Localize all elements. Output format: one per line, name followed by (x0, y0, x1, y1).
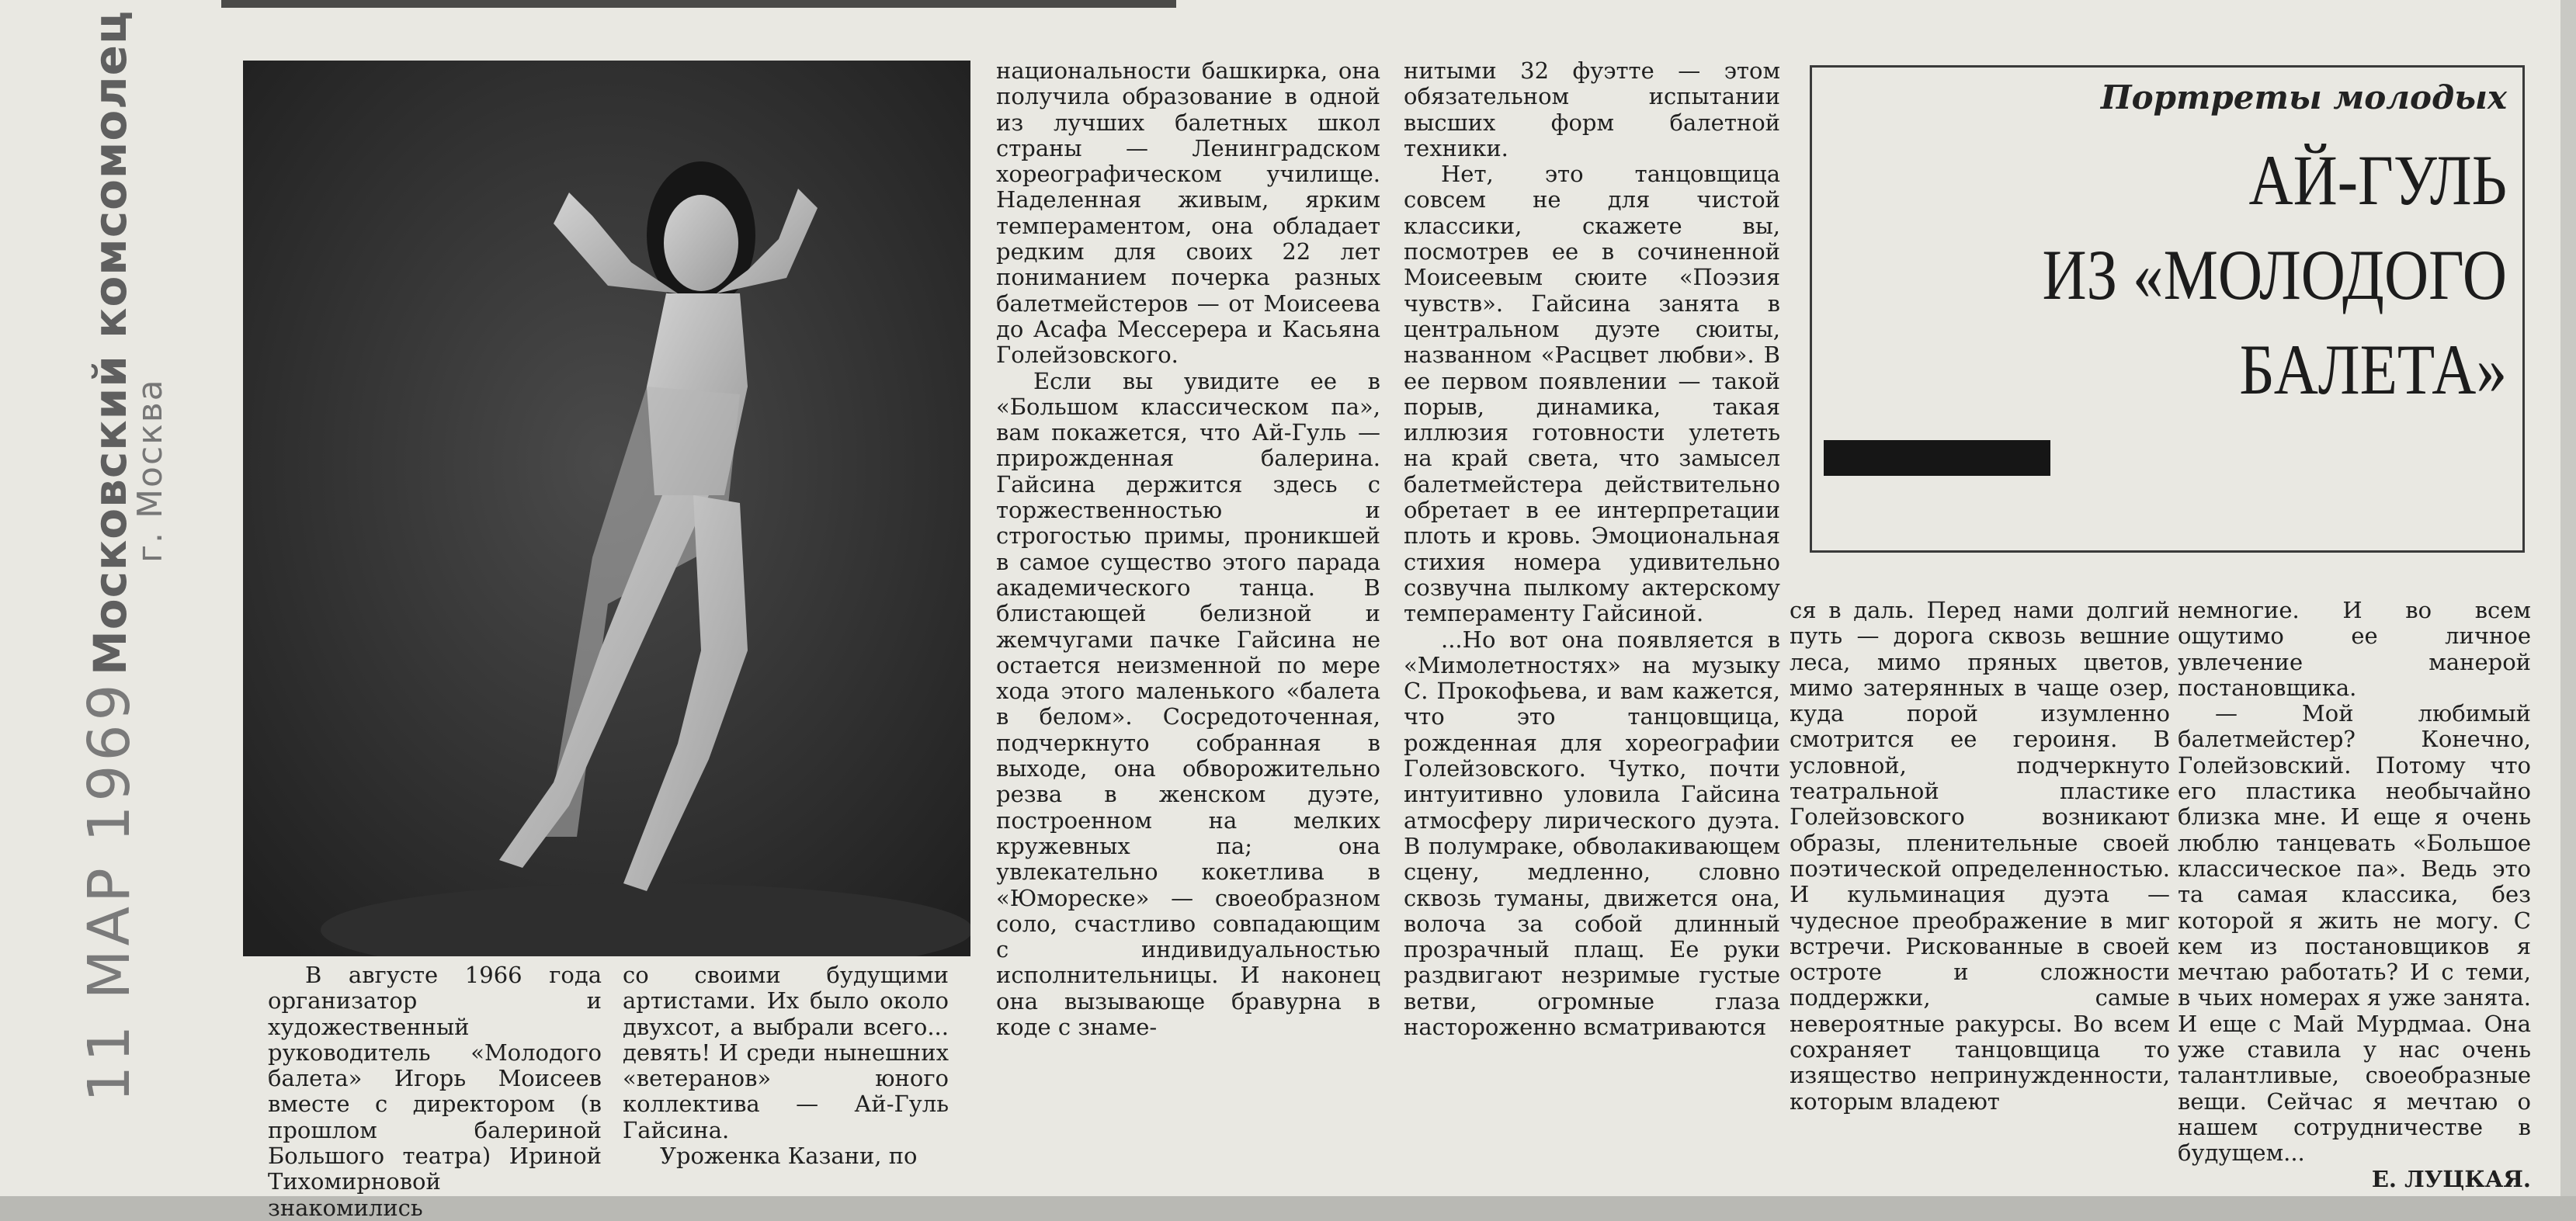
article-paragraph: ся в даль. Перед нами долгий путь — дорога сквозь вешние леса, мимо пряных цветов, мимо затерянных в чаще озер, куда порой изумленно смотрится ее героиня. В условной, подчеркнуто театральной пластике Голейзовского возникают образы, пленительные своей поэтической определенностью. И кульминация дуэта — чудесное преображение в миг встречи. Рискованные в своей остроте и сложности поддержки, самые невероятные ракурсы. Во всем сохраняет танцовщица то изящество непринужденности, которым владеют (1790, 597, 2170, 1115)
article-column-3 (996, 58, 1380, 1040)
article-paragraph: — Мой любимый балетмейстер? Конечно, Голейзовский. Потому что его пластика необычайно близка мне. И еще я очень люблю танцевать «Большое классическое па». Ведь это та самая классика, без которой я жить не могу. С кем из постановщиков я мечтаю работать? И с теми, в чьих номерах я уже занята. И еще с Май Мурдмаа. Она уже ставила у нас очень талантливые, своеобразные вещи. Сейчас я мечтаю о нашем сотрудничестве в будущем... (2178, 700, 2531, 1167)
article-paragraph: немногие. И во всем ощутимо ее личное увлечение манерой постановщика. (2178, 597, 2531, 701)
article-paragraph: Если вы увидите ее в «Большом классическом па», вам покажется, что Ай-Гуль — прирожденная балерина. Гайсина держится здесь с торжественностью и строгостью примы, проникшей в самое существо этого парада академического танца. В блистающей белизной и жемчугами пачке Гайсина не остается неизменной по мере хода этого маленького «балета в белом». Сосредоточенная, подчеркнуто собранная в выходе, она обворожительно резва в женском дуэте, построенном на мелких кружевных па; она увлекательно кокетлива в «Юмореске» — своеобразном соло, счастливо совпадающим с индивидуальностью исполнительницы. И наконец она вызывающе бравурна в коде с знаме- (996, 367, 1380, 1040)
signature-line (2178, 1167, 2531, 1192)
article-column-6 (2178, 598, 2531, 1192)
ballerina-photo (243, 61, 970, 956)
newspaper-name-stamp: Московский комсомолец (84, 10, 137, 675)
article-paragraph: Нет, это танцовщица совсем не для чистой классики, скажете вы, посмотрев ее в сочиненной Моисеевым сюите «Поэзия чувств». Гайсина занята в центральном дуэте сюиты, названном «Расцвет любви». В ее первом появлении — такой порыв, динамика, такая иллюзия готовности улететь на край света, что замысел балетмейстера действительно обретает в ее интерпретации плоть и кровь. Эмоциональная стихия номера удивительно созвучна пылкому актерскому темпераменту Гайсиной. (1404, 161, 1780, 627)
headline-line: ИЗ «МОЛОДОГО (2042, 235, 2507, 314)
headline-line: БАЛЕТА» (2239, 330, 2507, 409)
article-column-5 (1790, 598, 2170, 1115)
redaction-bar (1824, 440, 2050, 476)
article-paragraph: национальности башкирка, она получила образование в одной из лучших балетных школ страны — Ленинградском хореографическом училище. Наделенная живым, ярким темпераментом, она обладает редким для своих 22 лет пониманием почерка разных балетмейстеров — от Моисеева до Асафа Мессерера и Касьяна Голейзовского. (996, 57, 1380, 369)
article-column-4 (1404, 58, 1780, 1040)
article-paragraph: нитыми 32 фуэтте — этом обязательном испытании высших форм балетной техники. (1404, 57, 1780, 161)
scan-margin (2560, 0, 2576, 1196)
city-stamp: г. Москва (130, 378, 170, 563)
rubric: Портреты молодых (2100, 78, 2507, 116)
author-signature: Е. ЛУЦКАЯ. (2371, 1165, 2531, 1192)
article-column-2 (623, 963, 949, 1169)
article-paragraph: Уроженка Казани, по (660, 1143, 918, 1170)
headline-line: АЙ-ГУЛЬ (2248, 140, 2507, 220)
date-stamp: 11 МАР 1969 (76, 680, 143, 1102)
scan-edge (221, 0, 1176, 8)
ballerina-figure-icon (243, 61, 970, 956)
article-paragraph: ...Но вот она появляется в «Мимолетностях» на музыку С. Прокофьева, и вам кажется, что это танцовщица, рожденная для хореографии Голейзовского. Чутко, почти интуитивно уловила Гайсина атмосферу лирического дуэта. В полумраке, обволакивающем сцену, медленно, словно сквозь туманы, движется она, волоча за собой длинный прозрачный плащ. Ее руки раздвигают незримые густые ветви, огромные глаза настороженно всматриваются (1404, 626, 1780, 1040)
headline-box (1810, 65, 2525, 553)
bleed-through-texture (2076, 285, 2511, 448)
article-column-1 (268, 963, 602, 1221)
article-paragraph: со своими будущими артистами. Их было около двухсот, а выбрали всего... девять! И среди нынешних «ветеранов» юного коллектива — Ай-Гуль Гайсина. (623, 962, 949, 1143)
article-paragraph: В августе 1966 года организатор и художественный руководитель «Молодого балета» Игорь Моисеев вместе с директором (в прошлом балериной Большого театра) Ириной Тихомирновой знакомились (268, 962, 602, 1221)
